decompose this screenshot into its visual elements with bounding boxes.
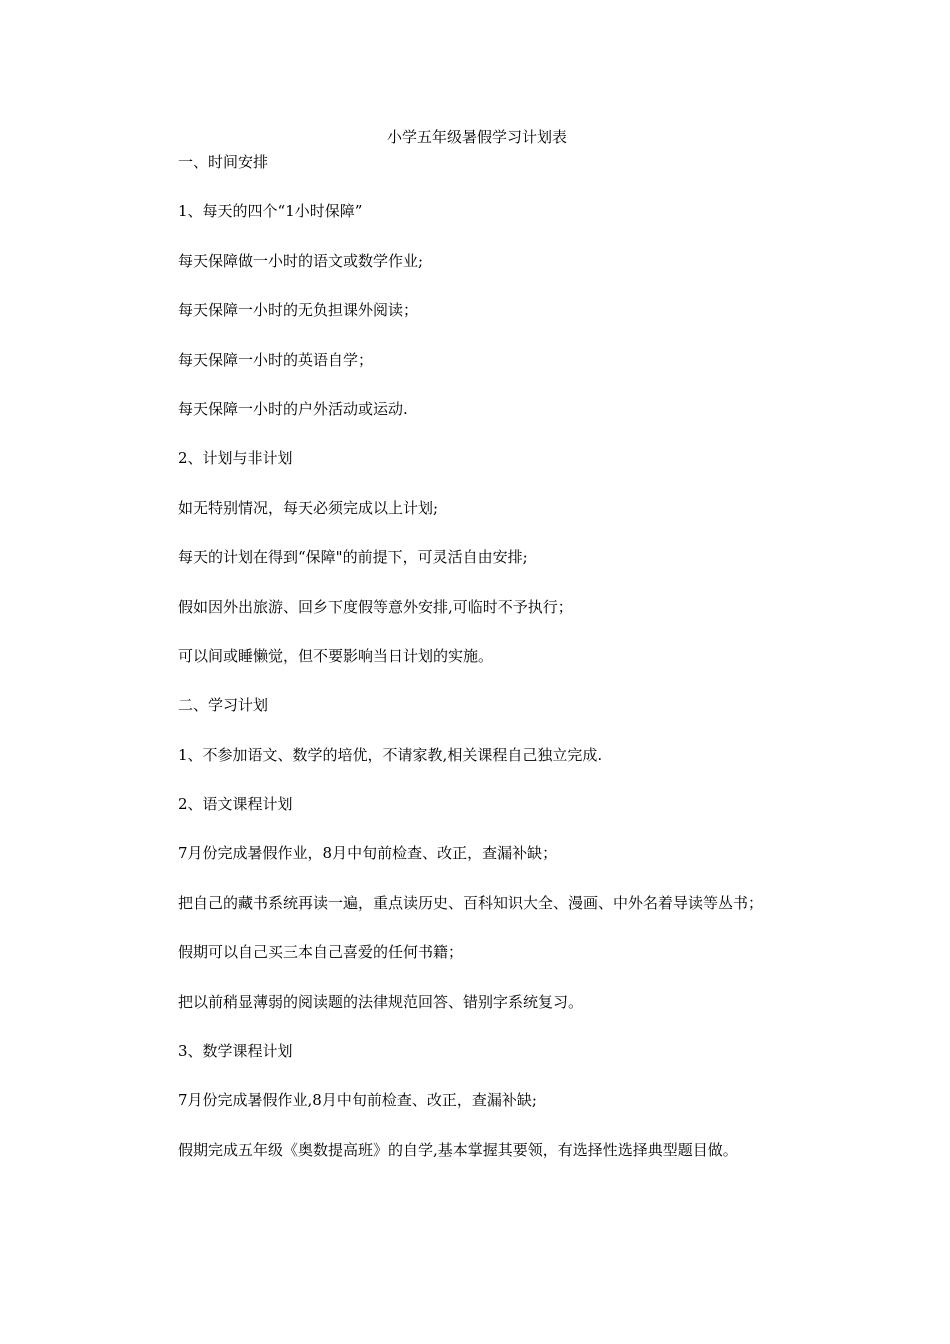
paragraph: 每天保障一小时的英语自学；	[178, 350, 374, 369]
paragraph: 每天保障一小时的无负担课外阅读；	[178, 301, 419, 320]
paragraph: 7月份完成暑假作业，8月中旬前检查、改正，查漏补缺；	[178, 844, 558, 863]
subheading-chinese: 2、语文课程计划	[178, 795, 293, 814]
paragraph: 把以前稍显薄弱的阅读题的法律规范回答、错别字系统复习。	[178, 992, 584, 1011]
subheading-math: 3、数学课程计划	[178, 1042, 293, 1061]
section-heading-time: 一、时间安排	[178, 153, 269, 171]
paragraph: 1、不参加语文、数学的培优，不请家教,相关课程自己独立完成.	[178, 745, 603, 764]
paragraph: 如无特别情况，每天必须完成以上计划;	[178, 498, 439, 517]
paragraph: 每天的计划在得到“保障"的前提下，可灵活自由安排;	[178, 548, 528, 567]
subheading-plan: 2、计划与非计划	[178, 449, 293, 468]
section-heading-study: 二、学习计划	[178, 696, 269, 715]
paragraph: 假期可以自己买三本自己喜爱的任何书籍；	[178, 943, 464, 962]
paragraph: 假如因外出旅游、回乡下度假等意外安排,可临时不予执行；	[178, 597, 573, 616]
paragraph: 每天保障一小时的户外活动或运动.	[178, 399, 408, 418]
paragraph: 把自己的藏书系统再读一遍，重点读历史、百科知识大全、漫画、中外名着导读等丛书；	[178, 893, 764, 912]
paragraph: 假期完成五年级《奥数提高班》的自学,基本掌握其要领，有选择性选择典型题目做。	[178, 1140, 738, 1159]
document-page	[146, 124, 808, 1187]
paragraph: 7月份完成暑假作业,8月中旬前检查、改正，查漏补缺;	[178, 1091, 537, 1110]
document-title: 小学五年级暑假学习计划表	[386, 128, 567, 146]
paragraph: 每天保障做一小时的语文或数学作业;	[178, 251, 424, 270]
subheading-four-hours: 1、每天的四个“1小时保障”	[178, 202, 363, 221]
paragraph: 可以间或睡懒觉，但不要影响当日计划的实施。	[178, 646, 494, 665]
